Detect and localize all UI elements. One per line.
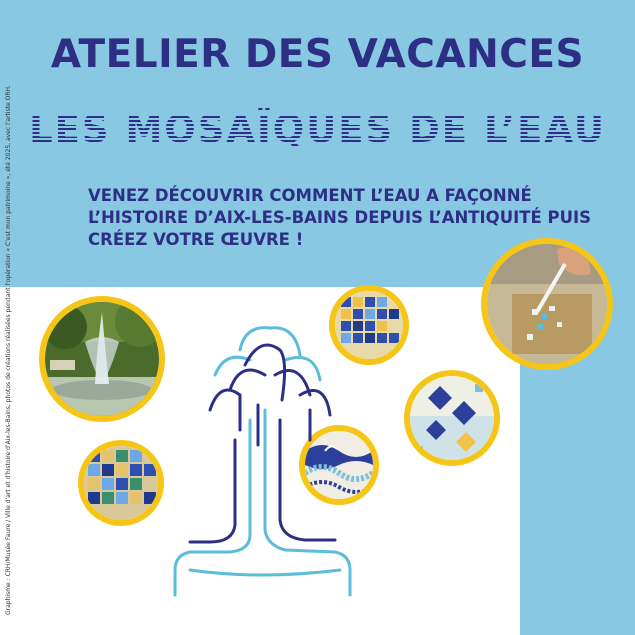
fountain-photo (39, 296, 165, 422)
mosaic-hands-tool (481, 238, 613, 370)
photo-credits: Graphisme : CRH/Musée Faure / Ville d'art et d'histoire d'Aix-les-Bains, photos de créations réalisées pendant l'opération « C'est mon patrimoine », été 2025, avec l'artiste ORH. (5, 85, 12, 615)
mosaic-hands-tool-image (487, 244, 607, 364)
mosaic-diamonds-image (410, 376, 494, 460)
intro-line-1: VENEZ DÉCOUVRIR COMMENT L’EAU A FAÇONNÉ (88, 186, 532, 205)
mosaic-multicolor (78, 440, 164, 526)
mosaic-multicolor-image (84, 446, 158, 520)
mosaic-diamonds (404, 370, 500, 466)
page-title: ATELIER DES VACANCES (50, 32, 585, 77)
fountain-illustration (170, 320, 360, 620)
subtitle-text: LES MOSAÏQUES DE L’EAU (29, 108, 606, 151)
fountain-photo-image (45, 302, 159, 416)
intro-line-2: L’HISTOIRE D’AIX-LES-BAINS DEPUIS L’ANTIQUITÉ PUIS (88, 208, 592, 227)
intro-line-3: CRÉEZ VOTRE ŒUVRE ! (88, 230, 304, 249)
page-subtitle (0, 108, 635, 151)
